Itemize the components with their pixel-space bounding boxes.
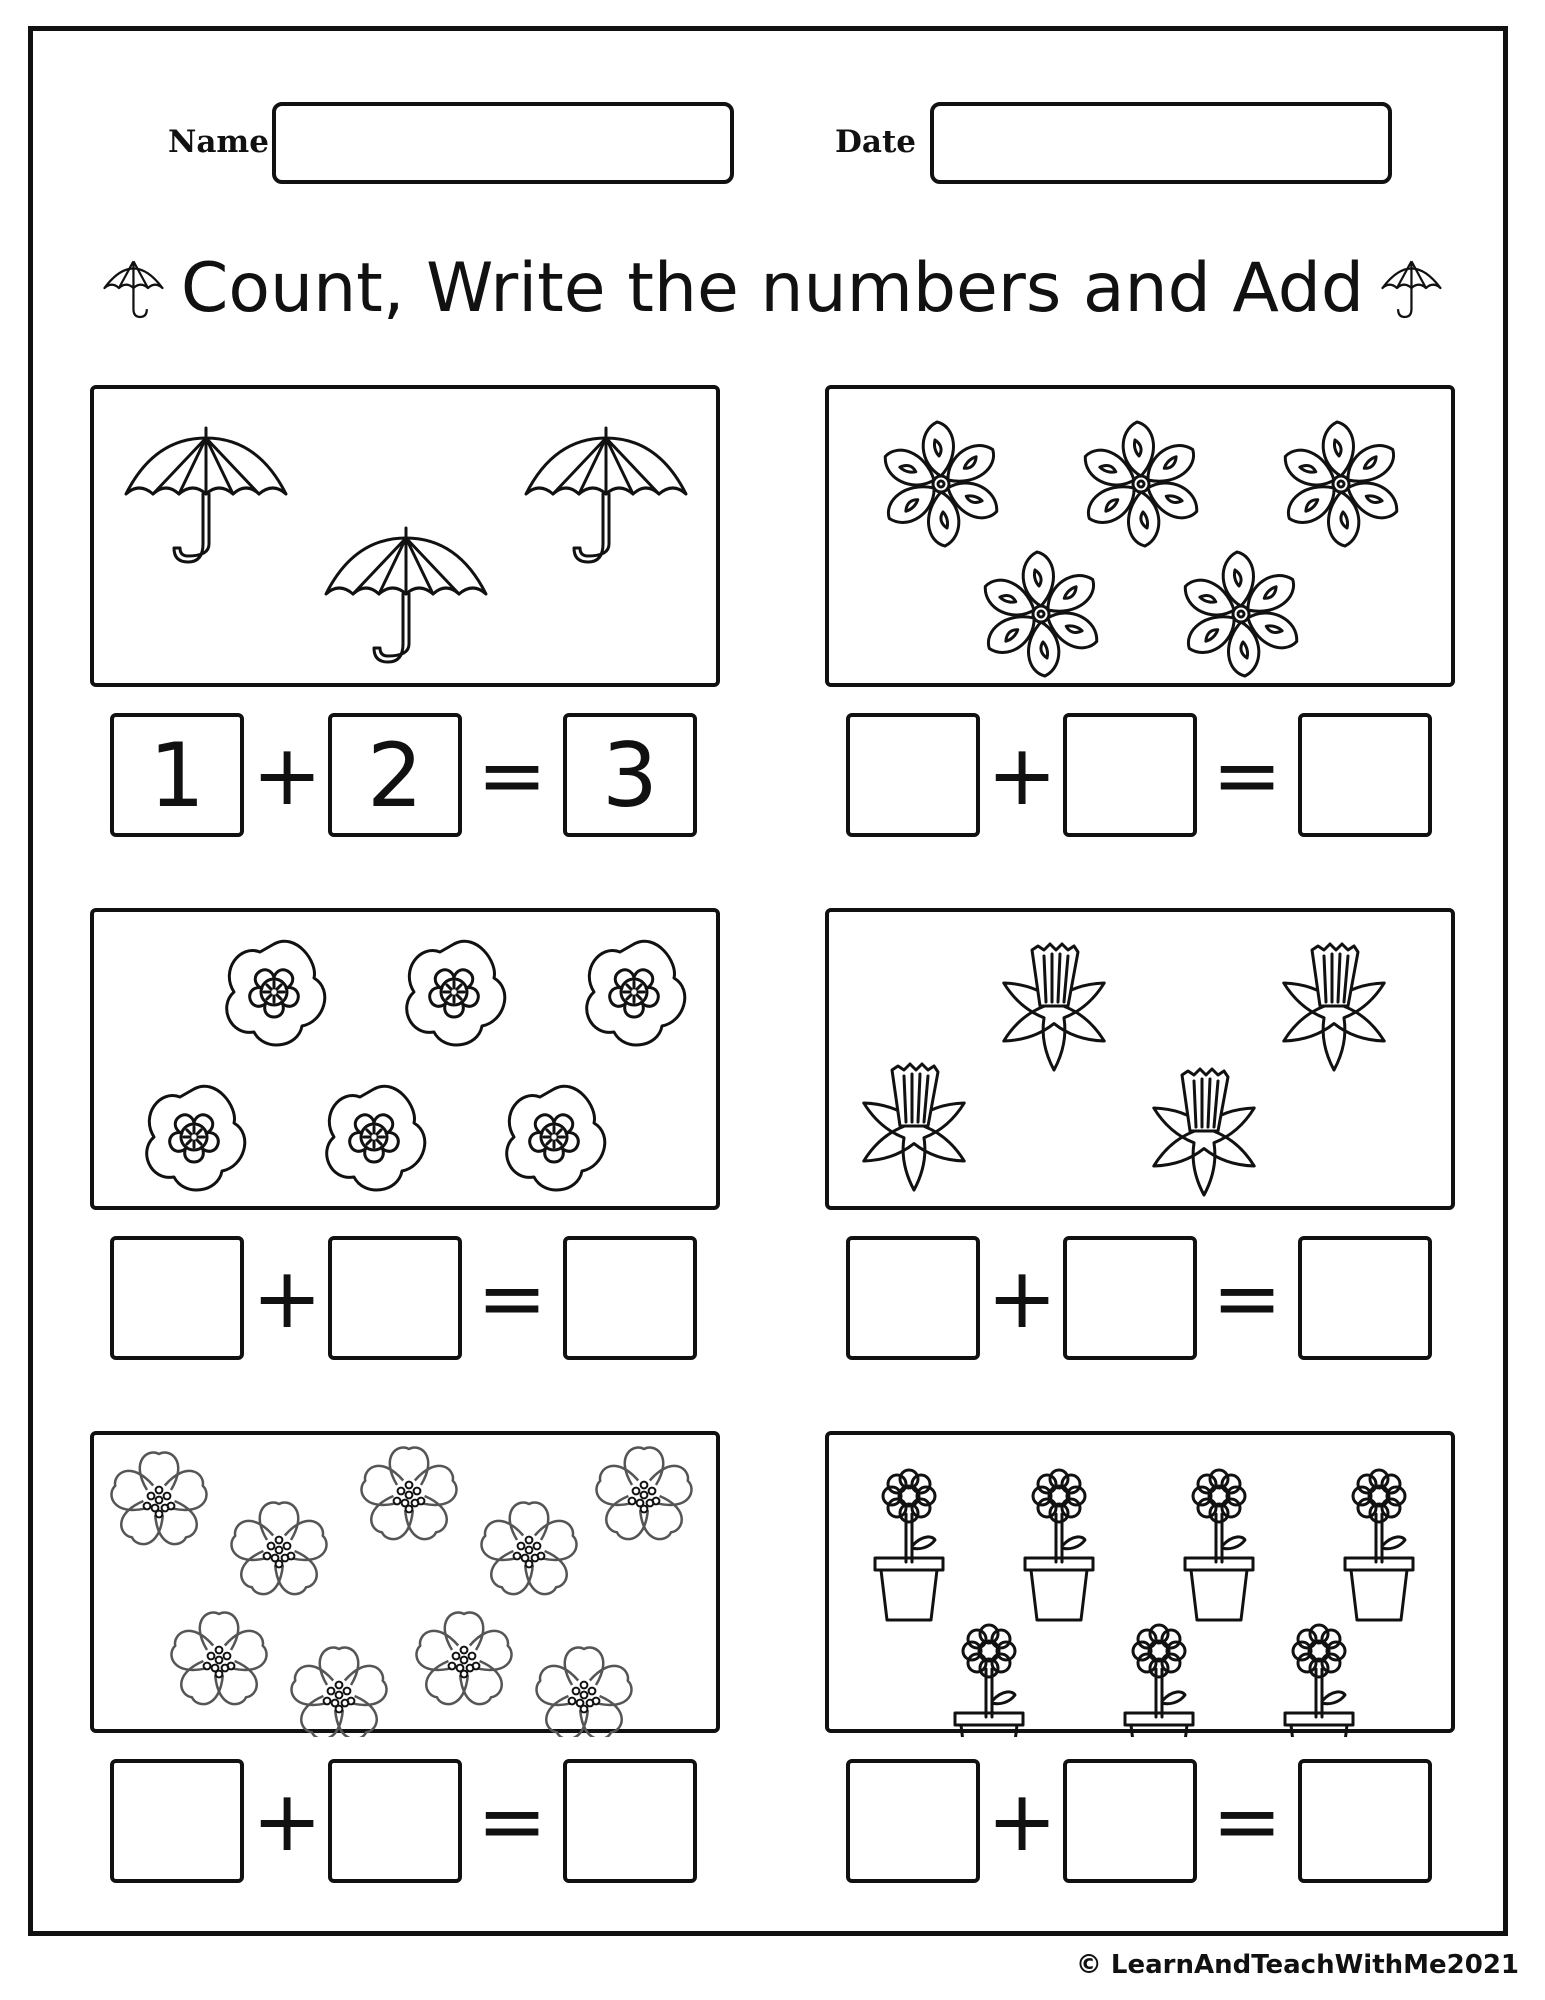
picture-area (94, 1435, 724, 1737)
equals-sign: = (476, 726, 548, 824)
answer-box[interactable] (846, 713, 980, 837)
picture-area (829, 1435, 1459, 1737)
rose-flower-icon (507, 1086, 605, 1190)
six-petal-flower-icon (1278, 422, 1403, 546)
equals-sign: = (1211, 1249, 1283, 1347)
five-petal-blossom-icon (533, 1648, 635, 1738)
potted-flower-icon (1125, 1625, 1193, 1737)
answer-box[interactable] (563, 1759, 697, 1883)
picture-area (829, 912, 1459, 1214)
answer-box[interactable] (846, 1759, 980, 1883)
five-petal-blossom-icon (168, 1613, 270, 1710)
umbrella-icon (526, 428, 686, 562)
date-label: Date (835, 124, 917, 160)
potted-flower-icon (955, 1625, 1023, 1737)
date-field[interactable] (930, 102, 1392, 184)
picture-panel-umbrellas (90, 385, 720, 687)
plus-sign: + (986, 1249, 1058, 1347)
answer-box[interactable] (1298, 1759, 1432, 1883)
answer-box[interactable] (1298, 1236, 1432, 1360)
umbrella-icon (326, 528, 486, 662)
picture-area (94, 389, 724, 691)
picture-panel-roses (90, 908, 720, 1210)
daffodil-icon (1278, 944, 1389, 1070)
potted-flower-icon (1285, 1625, 1353, 1737)
umbrella-icon (100, 230, 167, 346)
five-petal-blossom-icon (413, 1613, 515, 1710)
name-field[interactable] (272, 102, 734, 184)
daffodil-icon (998, 944, 1109, 1070)
umbrella-icon (126, 428, 286, 562)
five-petal-blossom-icon (478, 1503, 580, 1600)
plus-sign: + (251, 1772, 323, 1870)
five-petal-blossom-icon (228, 1503, 330, 1600)
picture-panel-daffodils (825, 908, 1455, 1210)
potted-flower-icon (1025, 1470, 1093, 1620)
answer-box[interactable]: 2 (328, 713, 462, 837)
potted-flower-icon (875, 1470, 943, 1620)
rose-flower-icon (587, 941, 685, 1045)
picture-area (829, 389, 1459, 691)
five-petal-blossom-icon (108, 1453, 210, 1550)
equals-sign: = (1211, 726, 1283, 824)
five-petal-blossom-icon (358, 1448, 460, 1545)
answer-box[interactable] (328, 1759, 462, 1883)
daffodil-icon (858, 1064, 969, 1190)
potted-flower-icon (1185, 1470, 1253, 1620)
equals-sign: = (1211, 1772, 1283, 1870)
rose-flower-icon (147, 1086, 245, 1190)
answer-box[interactable] (563, 1236, 697, 1360)
plus-sign: + (986, 726, 1058, 824)
six-petal-flower-icon (1078, 422, 1203, 546)
five-petal-blossom-icon (593, 1448, 695, 1545)
daffodil-icon (1148, 1069, 1259, 1195)
title-row (100, 228, 1445, 348)
answer-box[interactable] (1063, 713, 1197, 837)
rose-flower-icon (227, 941, 325, 1045)
picture-panel-potted-flowers (825, 1431, 1455, 1733)
worksheet-title: Count, Write the numbers and Add (180, 248, 1365, 328)
picture-area (94, 912, 724, 1214)
answer-box[interactable]: 3 (563, 713, 697, 837)
rose-flower-icon (327, 1086, 425, 1190)
umbrella-icon (1378, 230, 1445, 346)
six-petal-flower-icon (978, 552, 1103, 676)
potted-flower-icon (1345, 1470, 1413, 1620)
copyright-footer: © LearnAndTeachWithMe2021 (1075, 1950, 1519, 1980)
equals-sign: = (476, 1249, 548, 1347)
rose-flower-icon (407, 941, 505, 1045)
equals-sign: = (476, 1772, 548, 1870)
answer-box[interactable] (328, 1236, 462, 1360)
answer-box[interactable] (1298, 713, 1432, 837)
answer-box[interactable] (1063, 1759, 1197, 1883)
answer-box[interactable] (110, 1236, 244, 1360)
six-petal-flower-icon (878, 422, 1003, 546)
plus-sign: + (986, 1772, 1058, 1870)
five-petal-blossom-icon (288, 1648, 390, 1738)
picture-panel-blossoms (90, 1431, 720, 1733)
answer-box[interactable] (1063, 1236, 1197, 1360)
name-label: Name (168, 124, 269, 160)
picture-panel-flowers (825, 385, 1455, 687)
answer-box[interactable] (846, 1236, 980, 1360)
answer-box[interactable] (110, 1759, 244, 1883)
answer-box[interactable]: 1 (110, 713, 244, 837)
six-petal-flower-icon (1178, 552, 1303, 676)
plus-sign: + (251, 1249, 323, 1347)
plus-sign: + (251, 726, 323, 824)
